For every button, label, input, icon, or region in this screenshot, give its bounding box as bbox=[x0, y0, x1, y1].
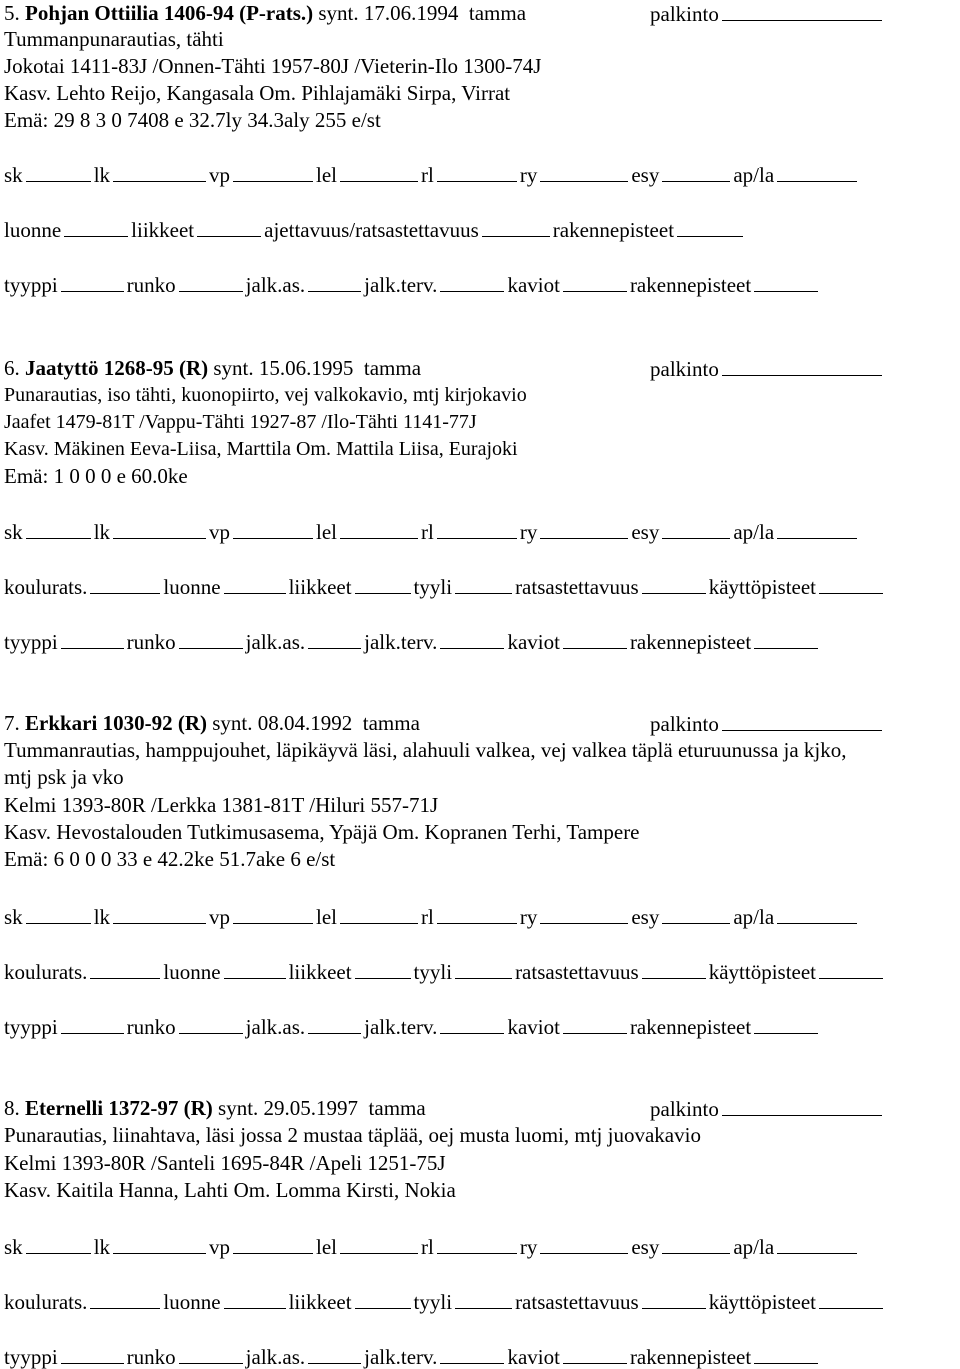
score-label: esy bbox=[631, 163, 660, 187]
scoring-row bbox=[4, 628, 821, 654]
dam-stats: Kasv. Kaitila Hanna, Lahti Om. Lomma Kirsti, Nokia bbox=[4, 1178, 456, 1202]
score-blank[interactable] bbox=[61, 628, 124, 649]
score-label: kaviot bbox=[507, 273, 560, 297]
score-blank[interactable] bbox=[179, 271, 243, 292]
score-label: koulurats. bbox=[4, 960, 88, 984]
score-label: ap/la bbox=[733, 520, 775, 544]
score-label: tyyppi bbox=[4, 630, 58, 654]
score-label: luonne bbox=[4, 218, 62, 242]
score-label: kaviot bbox=[507, 1345, 560, 1369]
score-blank[interactable] bbox=[233, 1233, 313, 1254]
score-label: tyyli bbox=[413, 1290, 453, 1314]
score-label: luonne bbox=[163, 575, 221, 599]
description-line: Tummanrautias, hamppujouhet, läpikäyvä läsi, alahuuli valkea, vej valkea täplä eturuunussa ja kjko, bbox=[4, 738, 847, 762]
score-label: sk bbox=[4, 520, 23, 544]
score-label: tyyppi bbox=[4, 1015, 58, 1039]
score-label: ry bbox=[519, 905, 538, 929]
score-label: käyttöpisteet bbox=[708, 1290, 817, 1314]
score-blank[interactable] bbox=[754, 271, 818, 292]
score-blank[interactable] bbox=[437, 903, 517, 924]
score-label: tyyppi bbox=[4, 273, 58, 297]
score-blank[interactable] bbox=[540, 518, 628, 539]
score-blank[interactable] bbox=[754, 1343, 818, 1364]
score-label: koulurats. bbox=[4, 575, 88, 599]
score-label: vp bbox=[209, 163, 231, 187]
score-blank[interactable] bbox=[754, 1013, 818, 1034]
score-label: runko bbox=[126, 1015, 176, 1039]
description-line: Punarautias, liinahtava, läsi jossa 2 mustaa täplää, oej musta luomi, mtj juovakavio bbox=[4, 1123, 701, 1147]
prize-blank[interactable] bbox=[722, 355, 882, 376]
score-blank[interactable] bbox=[308, 1013, 361, 1034]
score-blank[interactable] bbox=[233, 518, 313, 539]
score-label: rakennepisteet bbox=[629, 630, 752, 654]
score-label: luonne bbox=[163, 960, 221, 984]
score-label: vp bbox=[209, 905, 231, 929]
score-label: sk bbox=[4, 163, 23, 187]
score-blank[interactable] bbox=[540, 1233, 628, 1254]
score-blank[interactable] bbox=[113, 161, 206, 182]
score-blank[interactable] bbox=[197, 216, 261, 237]
score-blank[interactable] bbox=[340, 1233, 418, 1254]
score-label: liikkeet bbox=[288, 960, 352, 984]
prize-field[interactable] bbox=[650, 355, 885, 381]
score-blank[interactable] bbox=[179, 628, 243, 649]
score-blank[interactable] bbox=[113, 903, 206, 924]
score-label: lel bbox=[316, 1235, 338, 1259]
description-line: Kelmi 1393-80R /Santeli 1695-84R /Apeli 1251-75J bbox=[4, 1151, 446, 1175]
score-label: ap/la bbox=[733, 905, 775, 929]
score-label: ratsastettavuus bbox=[515, 575, 639, 599]
score-blank[interactable] bbox=[355, 573, 411, 594]
score-label: kaviot bbox=[507, 630, 560, 654]
score-label: jalk.as. bbox=[245, 1015, 306, 1039]
score-blank[interactable] bbox=[642, 958, 706, 979]
score-blank[interactable] bbox=[26, 518, 91, 539]
horse-name: Pohjan Ottiilia 1406-94 (P-rats.) bbox=[25, 1, 314, 25]
score-label: jalk.as. bbox=[245, 630, 306, 654]
score-label: liikkeet bbox=[288, 1290, 352, 1314]
score-label: lel bbox=[316, 520, 338, 544]
score-label: ratsastettavuus bbox=[515, 960, 639, 984]
score-blank[interactable] bbox=[113, 1233, 206, 1254]
description-line: Tummanpunarautias, tähti bbox=[4, 27, 224, 51]
scoring-row bbox=[4, 1288, 886, 1314]
scoring-row bbox=[4, 1343, 821, 1369]
score-blank[interactable] bbox=[308, 628, 361, 649]
description-line: Punarautias, iso tähti, kuonopiirto, vej valkokavio, mtj kirjokavio bbox=[4, 384, 527, 406]
score-label: ajettavuus/ratsastettavuus bbox=[264, 218, 479, 242]
score-blank[interactable] bbox=[340, 903, 418, 924]
horse-name: Erkkari 1030-92 (R) bbox=[25, 711, 207, 735]
score-blank[interactable] bbox=[308, 271, 361, 292]
scoring-row bbox=[4, 573, 886, 599]
description-line: Kasv. Lehto Reijo, Kangasala Om. Pihlajamäki Sirpa, Virrat bbox=[4, 81, 511, 105]
score-blank[interactable] bbox=[777, 518, 857, 539]
score-blank[interactable] bbox=[642, 1288, 706, 1309]
score-label: rl bbox=[421, 1235, 434, 1259]
score-blank[interactable] bbox=[90, 573, 160, 594]
score-blank[interactable] bbox=[224, 1288, 286, 1309]
scoring-row bbox=[4, 161, 860, 187]
score-label: rl bbox=[421, 905, 434, 929]
score-blank[interactable] bbox=[61, 1013, 124, 1034]
score-blank[interactable] bbox=[340, 518, 418, 539]
prize-label: palkinto bbox=[650, 1097, 719, 1121]
birth-and-sex: synt. 29.05.1997 tamma bbox=[212, 1096, 426, 1120]
score-blank[interactable] bbox=[61, 1343, 124, 1364]
score-label: jalk.terv. bbox=[364, 273, 438, 297]
score-label: jalk.terv. bbox=[364, 1345, 438, 1369]
score-blank[interactable] bbox=[440, 628, 504, 649]
score-label: ap/la bbox=[733, 163, 775, 187]
score-label: esy bbox=[631, 520, 660, 544]
score-blank[interactable] bbox=[540, 161, 628, 182]
score-label: jalk.as. bbox=[245, 1345, 306, 1369]
score-blank[interactable] bbox=[440, 271, 504, 292]
entry-number: 5. bbox=[4, 1, 25, 25]
birth-and-sex: synt. 15.06.1995 tamma bbox=[208, 356, 422, 380]
score-label: ry bbox=[519, 163, 538, 187]
score-blank[interactable] bbox=[662, 518, 730, 539]
score-label: esy bbox=[631, 1235, 660, 1259]
score-blank[interactable] bbox=[455, 1288, 512, 1309]
score-label: tyyli bbox=[413, 575, 453, 599]
scoring-row bbox=[4, 216, 746, 242]
prize-field[interactable] bbox=[650, 0, 885, 26]
score-blank[interactable] bbox=[662, 903, 730, 924]
score-blank[interactable] bbox=[224, 958, 286, 979]
score-label: lel bbox=[316, 905, 338, 929]
entry-header bbox=[4, 710, 420, 736]
score-label: liikkeet bbox=[288, 575, 352, 599]
score-blank[interactable] bbox=[355, 1288, 411, 1309]
score-blank[interactable] bbox=[233, 903, 313, 924]
birth-and-sex: synt. 08.04.1992 tamma bbox=[207, 711, 420, 735]
score-blank[interactable] bbox=[754, 628, 818, 649]
score-blank[interactable] bbox=[224, 573, 286, 594]
score-label: rl bbox=[421, 163, 434, 187]
score-blank[interactable] bbox=[437, 161, 517, 182]
score-blank[interactable] bbox=[540, 903, 628, 924]
score-blank[interactable] bbox=[563, 1013, 627, 1034]
birth-and-sex: synt. 17.06.1994 tamma bbox=[313, 1, 527, 25]
entry-header bbox=[4, 0, 526, 26]
score-label: ap/la bbox=[733, 1235, 775, 1259]
score-label: lk bbox=[93, 520, 111, 544]
score-blank[interactable] bbox=[819, 573, 883, 594]
score-blank[interactable] bbox=[777, 1233, 857, 1254]
score-blank[interactable] bbox=[437, 518, 517, 539]
entry-header bbox=[4, 1095, 426, 1121]
prize-label: palkinto bbox=[650, 357, 719, 381]
scoring-row bbox=[4, 903, 860, 929]
score-label: käyttöpisteet bbox=[708, 575, 817, 599]
scoring-row bbox=[4, 1233, 860, 1259]
score-blank[interactable] bbox=[308, 1343, 361, 1364]
prize-field[interactable] bbox=[650, 710, 885, 736]
score-blank[interactable] bbox=[677, 216, 743, 237]
score-blank[interactable] bbox=[437, 1233, 517, 1254]
description-line: Kasv. Hevostalouden Tutkimusasema, Ypäjä Om. Kopranen Terhi, Tampere bbox=[4, 820, 640, 844]
score-label: vp bbox=[209, 520, 231, 544]
horse-name: Jaatyttö 1268-95 (R) bbox=[25, 356, 209, 380]
score-blank[interactable] bbox=[64, 216, 128, 237]
score-label: sk bbox=[4, 905, 23, 929]
score-label: jalk.terv. bbox=[364, 630, 438, 654]
score-label: rakennepisteet bbox=[629, 1345, 752, 1369]
score-blank[interactable] bbox=[642, 573, 706, 594]
score-label: rakennepisteet bbox=[629, 273, 752, 297]
score-blank[interactable] bbox=[777, 903, 857, 924]
score-blank[interactable] bbox=[179, 1013, 243, 1034]
score-blank[interactable] bbox=[26, 161, 91, 182]
score-blank[interactable] bbox=[440, 1013, 504, 1034]
prize-label: palkinto bbox=[650, 712, 719, 736]
score-label: ry bbox=[519, 520, 538, 544]
score-label: lk bbox=[93, 163, 111, 187]
prize-field[interactable] bbox=[650, 1095, 885, 1121]
score-blank[interactable] bbox=[90, 1288, 160, 1309]
score-blank[interactable] bbox=[61, 271, 124, 292]
prize-label: palkinto bbox=[650, 2, 719, 26]
score-blank[interactable] bbox=[26, 903, 91, 924]
score-label: lk bbox=[93, 1235, 111, 1259]
scoring-row bbox=[4, 1013, 821, 1039]
score-label: ratsastettavuus bbox=[515, 1290, 639, 1314]
dam-stats: Emä: 1 0 0 0 e 60.0ke bbox=[4, 464, 188, 488]
score-label: kaviot bbox=[507, 1015, 560, 1039]
score-label: käyttöpisteet bbox=[708, 960, 817, 984]
score-blank[interactable] bbox=[440, 1343, 504, 1364]
scoring-row bbox=[4, 271, 821, 297]
score-label: jalk.terv. bbox=[364, 1015, 438, 1039]
score-blank[interactable] bbox=[819, 1288, 883, 1309]
score-blank[interactable] bbox=[26, 1233, 91, 1254]
score-blank[interactable] bbox=[455, 958, 512, 979]
entry-number: 7. bbox=[4, 711, 25, 735]
prize-blank[interactable] bbox=[722, 1095, 882, 1116]
description-line: Kelmi 1393-80R /Lerkka 1381-81T /Hiluri 557-71J bbox=[4, 793, 439, 817]
score-blank[interactable] bbox=[662, 161, 730, 182]
score-label: ry bbox=[519, 1235, 538, 1259]
scoring-row bbox=[4, 958, 886, 984]
score-label: rakennepisteet bbox=[629, 1015, 752, 1039]
score-blank[interactable] bbox=[819, 958, 883, 979]
score-label: runko bbox=[126, 1345, 176, 1369]
score-blank[interactable] bbox=[90, 958, 160, 979]
horse-name: Eternelli 1372-97 (R) bbox=[25, 1096, 213, 1120]
score-label: koulurats. bbox=[4, 1290, 88, 1314]
score-blank[interactable] bbox=[662, 1233, 730, 1254]
score-blank[interactable] bbox=[563, 628, 627, 649]
description-line: mtj psk ja vko bbox=[4, 765, 124, 789]
score-label: jalk.as. bbox=[245, 273, 306, 297]
score-label: lel bbox=[316, 163, 338, 187]
score-label: rakennepisteet bbox=[552, 218, 675, 242]
score-blank[interactable] bbox=[563, 271, 627, 292]
description-line: Jaafet 1479-81T /Vappu-Tähti 1927-87 /Ilo-Tähti 1141-77J bbox=[4, 411, 477, 433]
score-label: rl bbox=[421, 520, 434, 544]
entry-number: 6. bbox=[4, 356, 25, 380]
score-blank[interactable] bbox=[355, 958, 411, 979]
score-label: runko bbox=[126, 630, 176, 654]
description-line: Kasv. Mäkinen Eeva-Liisa, Marttila Om. Mattila Liisa, Eurajoki bbox=[4, 438, 518, 460]
score-blank[interactable] bbox=[482, 216, 550, 237]
score-blank[interactable] bbox=[233, 161, 313, 182]
description-line: Jokotai 1411-83J /Onnen-Tähti 1957-80J /Vieterin-Ilo 1300-74J bbox=[4, 54, 542, 78]
score-label: vp bbox=[209, 1235, 231, 1259]
score-blank[interactable] bbox=[563, 1343, 627, 1364]
score-label: tyyppi bbox=[4, 1345, 58, 1369]
score-label: tyyli bbox=[413, 960, 453, 984]
score-label: runko bbox=[126, 273, 176, 297]
entry-number: 8. bbox=[4, 1096, 25, 1120]
score-blank[interactable] bbox=[340, 161, 418, 182]
scoring-row bbox=[4, 518, 860, 544]
score-blank[interactable] bbox=[179, 1343, 243, 1364]
prize-blank[interactable] bbox=[722, 0, 882, 21]
score-label: luonne bbox=[163, 1290, 221, 1314]
score-blank[interactable] bbox=[113, 518, 206, 539]
dam-stats: Emä: 29 8 3 0 7408 e 32.7ly 34.3aly 255 e/st bbox=[4, 108, 381, 132]
score-label: esy bbox=[631, 905, 660, 929]
prize-blank[interactable] bbox=[722, 710, 882, 731]
score-label: liikkeet bbox=[131, 218, 195, 242]
score-label: lk bbox=[93, 905, 111, 929]
score-blank[interactable] bbox=[777, 161, 857, 182]
score-label: sk bbox=[4, 1235, 23, 1259]
score-blank[interactable] bbox=[455, 573, 512, 594]
dam-stats: Emä: 6 0 0 0 33 e 42.2ke 51.7ake 6 e/st bbox=[4, 847, 336, 871]
entry-header bbox=[4, 355, 421, 381]
